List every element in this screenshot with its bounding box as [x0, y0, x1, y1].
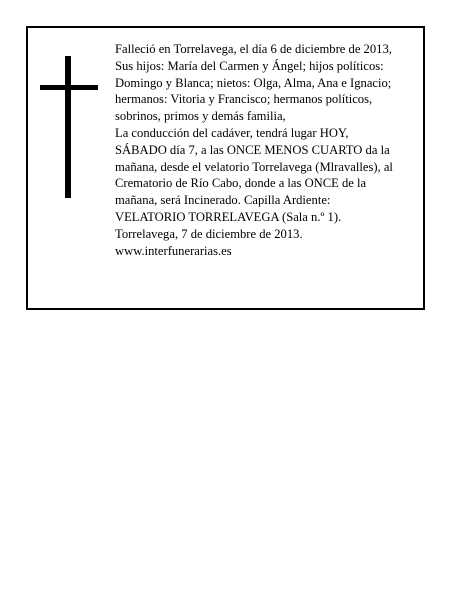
- cross-vertical-bar: [65, 56, 71, 198]
- notice-line: La conducción del cadáver, tendrá lugar HOY,: [115, 125, 349, 140]
- latin-cross-icon: [40, 56, 98, 198]
- obituary-text: [115, 41, 421, 259]
- cross-horizontal-bar: [40, 85, 98, 90]
- notice-line: SÁBADO día 7, a las ONCE MENOS CUARTO da la: [115, 142, 390, 157]
- notice-line: sobrinos, primos y demás familia,: [115, 109, 286, 124]
- notice-line: Falleció en Torrelavega, el día 6 de diciembre de 2013,: [115, 42, 392, 56]
- notice-line: Crematorio de Río Cabo, donde a las ONCE de la: [115, 176, 367, 191]
- website-link: www.interfunerarias.es: [115, 243, 232, 258]
- notice-line: Torrelavega, 7 de diciembre de 2013.: [115, 226, 303, 241]
- notice-line: mañana, será Incinerado. Capilla Ardiente:: [115, 193, 331, 208]
- obituary-notice: [26, 26, 425, 310]
- notice-line: hermanos: Vitoria y Francisco; hermanos políticos,: [115, 92, 373, 107]
- notice-line: mañana, desde el velatorio Torrelavega (Mlravalles), al: [115, 159, 393, 174]
- notice-line: VELATORIO TORRELAVEGA (Sala n.º 1).: [115, 209, 342, 224]
- notice-line: Sus hijos: María del Carmen y Ángel; hijos políticos:: [115, 58, 384, 73]
- notice-line: Domingo y Blanca; nietos: Olga, Alma, Ana e Ignacio;: [115, 75, 392, 90]
